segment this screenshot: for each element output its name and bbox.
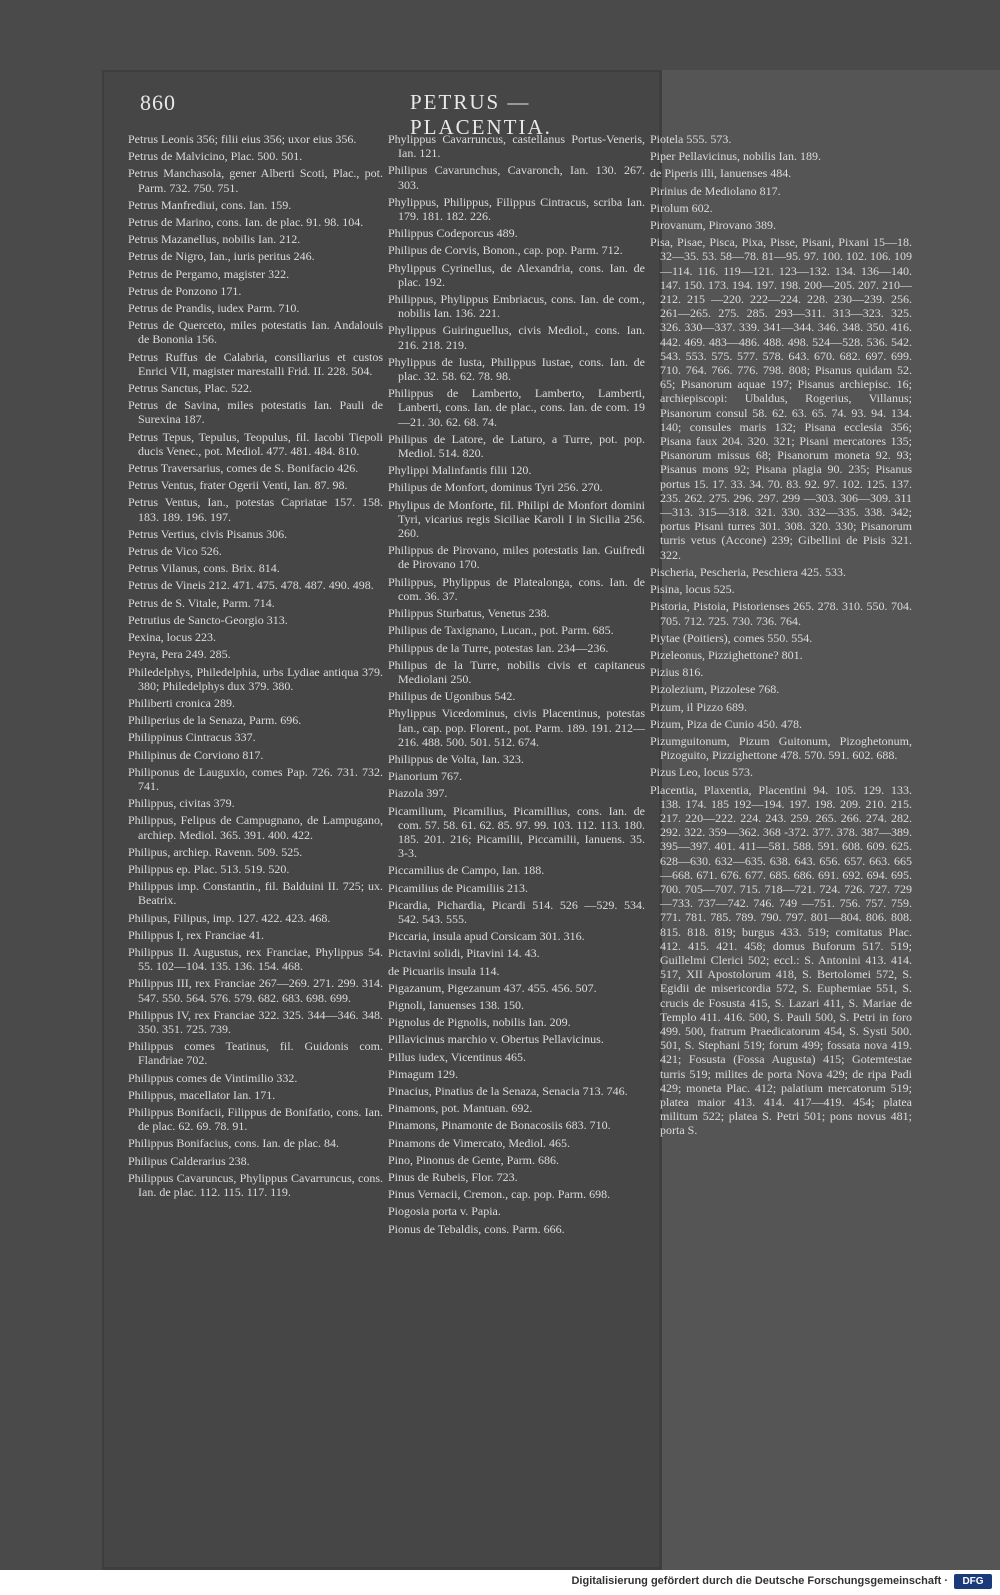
index-entry: Philipus, Filipus, imp. 127. 422. 423. 468. xyxy=(128,910,331,925)
index-entry: Petrus de Nigro, Ian., iuris peritus 246. xyxy=(128,249,315,264)
index-entry: Pirolum 602. xyxy=(650,200,713,215)
index-entry: Petrus Leonis 356; filii eius 356; uxor eius 356. xyxy=(128,132,357,146)
index-entry: Petrus de Querceto, miles potestatis Ian. Andalouis de Bononia 156. xyxy=(128,318,383,347)
footer-credit: Digitalisierung gefördert durch die Deutsche Forschungsgemeinschaft · xyxy=(571,1575,948,1587)
page-number: 860 xyxy=(140,90,176,115)
index-column-1 xyxy=(128,132,383,1202)
index-entry: Petrus de Pergamo, magister 322. xyxy=(128,266,290,281)
index-entry: Philipus de Corvis, Bonon., cap. pop. Parm. 712. xyxy=(388,243,623,258)
index-entry: Phylippus Cavarruncus, castellanus Portus-Veneris, Ian. 121. xyxy=(388,132,645,161)
index-entry: de Piperis illi, Ianuenses 484. xyxy=(650,166,792,181)
index-entry: Philippus ep. Plac. 513. 519. 520. xyxy=(128,861,290,876)
index-entry: Peyra, Pera 249. 285. xyxy=(128,647,231,662)
index-entry: Philippus, civitas 379. xyxy=(128,796,235,811)
index-entry: Petrus Manfrediui, cons. Ian. 159. xyxy=(128,197,292,212)
index-entry: Pianorium 767. xyxy=(388,769,462,784)
index-entry: Pirovanum, Pirovano 389. xyxy=(650,218,776,233)
index-entry: Phylippus, Philippus, Filippus Cintracus, scriba Ian. 179. 181. 182. 226. xyxy=(388,194,645,224)
index-entry: Philippus comes Teatinus, fil. Guidonis com. Flandriae 702. xyxy=(128,1039,383,1068)
index-entry: Philippus II. Augustus, rex Franciae, Phylippus 54. 55. 102—104. 135. 136. 154. 468. xyxy=(128,944,383,974)
index-entry: Pionus de Tebaldis, cons. Parm. 666. xyxy=(388,1221,565,1236)
index-entry: Philipus de Ugonibus 542. xyxy=(388,689,516,704)
index-entry: Philippus IV, rex Franciae 322. 325. 344—346. 348. 350. 351. 725. 739. xyxy=(128,1007,383,1036)
index-entry: Picamilius de Picamiliis 213. xyxy=(388,880,528,895)
index-entry: Petrus Manchasola, gener Alberti Scoti, Plac., pot. Parm. 732. 750. 751. xyxy=(128,166,383,195)
index-entry: Piytae (Poitiers), comes 550. 554. xyxy=(650,630,813,645)
index-entry: Philippus Bonifacius, cons. Ian. de plac. 84. xyxy=(128,1136,339,1151)
index-entry: Phylipus de Monforte, fil. Philipi de Monfort domini Tyri, vicarius regis Siciliae Karoli I in Sicilia 256. 260. xyxy=(388,497,645,541)
index-entry: Piogosia porta v. Papia. xyxy=(388,1204,501,1219)
index-entry: Philippus, Felipus de Campugnano, de Lampugano, archiep. Mediol. 365. 391. 400. 422. xyxy=(128,813,383,842)
index-entry: Pignoli, Ianuenses 138. 150. xyxy=(388,997,524,1012)
page-header xyxy=(140,90,660,139)
index-entry: Philipus Cavarunchus, Cavaronch, Ian. 130. 267. 303. xyxy=(388,163,645,192)
index-entry: Pizeleonus, Pizzighettone? 801. xyxy=(650,647,803,662)
index-entry: Philipus Calderarius 238. xyxy=(128,1153,250,1168)
index-entry: Petrus Vilanus, cons. Brix. 814. xyxy=(128,561,280,576)
index-entry: Petrus de Malvicino, Plac. 500. 501. xyxy=(128,149,303,164)
index-entry: Petrus de Ponzono 171. xyxy=(128,283,242,298)
index-column-3 xyxy=(650,132,912,1141)
index-entry: Piccamilius de Campo, Ian. 188. xyxy=(388,863,545,878)
index-entry: Philiperius de la Senaza, Parm. 696. xyxy=(128,713,302,728)
footer-bar xyxy=(0,1570,1000,1595)
index-entry: Petrutius de Sancto-Georgio 313. xyxy=(128,612,288,627)
index-entry: Petrus Ventus, frater Ogerii Venti, Ian. 87. 98. xyxy=(128,478,348,493)
index-entry: Placentia, Plaxentia, Placentini 94. 105. 129. 133. 138. 174. 185 192—194. 197. 198. 209. 210. 215. 217. 220—222. 224. 243. 259. 265. 266. 274. 282. 292. 322. 359—362. 368 -372. 377. 378. 387—389. 395—397. 401. 411—581. 588. 591. 608. 609. 625. 628—630. 632—635. 638. 643. 656. 657. 663. 665—668. 671. 676. 677. 685. 686. 691. 692. 694. 695. 700. 705—707. 715. 718—721. 724. 726. 727. 729—733. 737—742. 746. 749 —751. 756. 757. 759. 771. 781. 785. 789. 790. 797. 801—804. 806. 808. 815. 818. 819; burgus 433. 519; comitatus Plac. 412. 415. 421. 458; domus Buforum 517. 519; Guillelmi Clerici 502; eccl.: S. Antonini 413. 414. 517, XII Apostolorum 418, S. Bertolomei 572, S. Egidii de misericordia 572, S. Euphemiae 551, S. crucis de Fosusta 415, S. Lazari 411, S. Mariae de Templo 411. 416. 500, S. Pauli 500, S. Petri in foro 499. 500, fratrum Praedicatorum 454, S. Systi 500. 501, S. Stephani 519; forum 499; fossata nova 419. 421; Fosusta (Fossa Augusta) 415; Gotemtestae turris 519; milites de porta Nova 429; de ripa Padi 429; moneta Plac. 412; palatium mercatorum 519; platea maior 413. 414. 417—419. 454; platea militum 522; platea S. Petri 501; pons novus 481; porta S. xyxy=(650,782,912,1138)
index-entry: Pisina, locus 525. xyxy=(650,582,735,597)
index-entry: Pinamons, pot. Mantuan. 692. xyxy=(388,1101,533,1116)
index-entry: Philippus de Volta, Ian. 323. xyxy=(388,751,524,766)
index-entry: Picamilium, Picamilius, Picamillius, cons. Ian. de com. 57. 58. 61. 62. 85. 97. 99. 103. 112. 113. 180. 185. 201. 216; Picamilii, Piccamilii, Ianuens. 35. 3-3. xyxy=(388,803,645,861)
index-entry: Philippus, Phylippus de Platealonga, cons. Ian. de com. 36. 37. xyxy=(388,574,645,603)
index-entry: Pizolezium, Pizzolese 768. xyxy=(650,682,780,697)
index-entry: Petrus de Marino, cons. Ian. de plac. 91. 98. 104. xyxy=(128,215,364,230)
index-entry: Philippus Codeporcus 489. xyxy=(388,226,518,241)
running-head: PETRUS — PLACENTIA. xyxy=(410,90,552,139)
index-entry: Philippus de Lamberto, Lamberto, Lamberti, Lanberti, cons. Ian. de plac., cons. Ian. de com. 19—21. 30. 62. 68. 74. xyxy=(388,386,645,429)
index-entry: Petrus Sanctus, Plac. 522. xyxy=(128,381,252,396)
index-entry: Petrus Mazanellus, nobilis Ian. 212. xyxy=(128,232,301,247)
index-entry: Pizum, Piza de Cunio 450. 478. xyxy=(650,716,802,731)
index-entry: Philedelphys, Philedelphia, urbs Lydiae antiqua 379. 380; Philedelphys dux 379. 380. xyxy=(128,664,383,693)
index-entry: Petrus Tepus, Tepulus, Teopulus, fil. Iacobi Tiepoli ducis Venec., pot. Mediol. 477. 481. 484. 810. xyxy=(128,429,383,458)
index-entry: Philippus Sturbatus, Venetus 238. xyxy=(388,606,550,621)
index-entry: Philippus, Phylippus Embriacus, cons. Ian. de com., nobilis Ian. 136. 221. xyxy=(388,292,645,321)
index-entry: Petrus Ventus, Ian., potestas Capriatae 157. 158. 183. 189. 196. 197. xyxy=(128,495,383,524)
index-entry: Philippus I, rex Franciae 41. xyxy=(128,927,264,942)
index-entry: Philiberti cronica 289. xyxy=(128,695,235,710)
index-entry: Pictavini solidi, Pitavini 14. 43. xyxy=(388,946,540,961)
index-entry: Philippus, macellator Ian. 171. xyxy=(128,1087,276,1102)
index-entry: de Picuariis insula 114. xyxy=(388,963,500,978)
index-entry: Phylippus Cyrinellus, de Alexandria, cons. Ian. de plac. 192. xyxy=(388,260,645,289)
index-entry: Pinamons, Pinamonte de Bonacosiis 683. 710. xyxy=(388,1118,611,1133)
index-entry: Phylippi Malinfantis filii 120. xyxy=(388,463,532,478)
index-entry: Philipus de Taxignano, Lucan., pot. Parm. 685. xyxy=(388,623,614,638)
index-entry: Piotela 555. 573. xyxy=(650,132,732,146)
index-entry: Pizumguitonum, Pizum Guitonum, Pizoghetonum, Pizoguito, Pizzighettone 478. 570. 591. 602. 688. xyxy=(650,733,912,763)
index-entry: Pisa, Pisae, Pisca, Pixa, Pisse, Pisani, Pixani 15—18. 32—35. 53. 58—78. 81—95. 97. 100. 102. 106. 109—114. 116. 119—121. 123—132. 134. 136—140. 147. 150. 173. 194. 197. 198. 200—205. 207. 210—212. 215 —220. 222—224. 228. 230—239. 256. 261—265. 275. 285. 293—311. 313—323. 325. 326. 330—337. 339. 341—344. 346. 348. 350. 416. 442. 469. 483—486. 488. 498. 524—528. 536. 542. 543. 553. 575. 577. 578. 643. 670. 682. 697. 699. 710. 764. 766. 776. 798. 808; Pisanus quidam 52. 65; Pisanorum aquae 197; Pisanus archiepisc. 16; archiepiscopi: Ubaldus, Rogerius, Villanus; Pisanorum consul 58. 62. 63. 65. 74. 93. 94. 134. 140; consules maris 132; Pisana ecclesia 356; Pisana faux 204. 320. 321; Pisani mercatores 135; Pisanorum missus 68; Pisanorum moneta 92. 93; Pisanus mons 92; Pisana plagia 90. 235; Pisanus portus 15. 17. 33. 34. 70. 83. 92. 97. 102. 125. 137. 235. 262. 275. 296. 297. 299 —303. 306—309. 311—313. 315—318. 321. 330. 332—335. 338. 342; portus Pisani turres 301. 308. 320. 330; Pisanorum turris vetus (Accone) 239; Gibellini de Pisis 321. 322. xyxy=(650,235,912,562)
index-entry: Pinus de Rubeis, Flor. 723. xyxy=(388,1170,518,1184)
index-entry: Pillus iudex, Vicentinus 465. xyxy=(388,1049,527,1064)
index-entry: Pizum, il Pizzo 689. xyxy=(650,699,747,714)
index-entry: Petrus de Vineis 212. 471. 475. 478. 487. 490. 498. xyxy=(128,578,374,593)
index-entry: Philippus Bonifacii, Filippus de Bonifatio, cons. Ian. de plac. 62. 69. 78. 91. xyxy=(128,1104,383,1134)
index-entry: Pirinius de Mediolano 817. xyxy=(650,183,781,198)
index-entry: Piazola 397. xyxy=(388,786,448,801)
index-entry: Pexina, locus 223. xyxy=(128,630,216,645)
index-entry: Philippus III, rex Franciae 267—269. 271. 299. 314. 547. 550. 564. 576. 579. 682. 683. 698. 699. xyxy=(128,976,383,1005)
index-entry: Pistoria, Pistoia, Pistorienses 265. 278. 310. 550. 704. 705. 712. 725. 730. 736. 764. xyxy=(650,599,912,628)
index-entry: Philipus, archiep. Ravenn. 509. 525. xyxy=(128,844,303,859)
index-entry: Pischeria, Pescheria, Peschiera 425. 533. xyxy=(650,564,846,579)
index-entry: Picardia, Pichardia, Picardi 514. 526 —529. 534. 542. 543. 555. xyxy=(388,897,645,926)
dfg-logo: DFG xyxy=(954,1574,992,1589)
index-entry: Pignolus de Pignolis, nobilis Ian. 209. xyxy=(388,1015,571,1030)
index-entry: Pizus Leo, locus 573. xyxy=(650,765,753,780)
index-entry: Philipinus de Corviono 817. xyxy=(128,747,264,762)
index-entry: Petrus de Prandis, iudex Parm. 710. xyxy=(128,301,300,316)
index-entry: Petrus de S. Vitale, Parm. 714. xyxy=(128,595,275,610)
index-entry: Petrus de Savina, miles potestatis Ian. Pauli de Surexina 187. xyxy=(128,398,383,427)
index-entry: Pimagum 129. xyxy=(388,1066,459,1081)
index-entry: Philippus de la Turre, potestas Ian. 234—236. xyxy=(388,640,609,655)
index-entry: Piccaria, insula apud Corsicam 301. 316. xyxy=(388,929,585,944)
index-entry: Pillavicinus marchio v. Obertus Pellavicinus. xyxy=(388,1032,604,1047)
index-entry: Petrus Ruffus de Calabria, consiliarius et custos Enrici VII, magister marestalli Frid. II. 228. 504. xyxy=(128,349,383,378)
index-entry: Pigazanum, Pigezanum 437. 455. 456. 507. xyxy=(388,980,597,995)
index-entry: Philipus de la Turre, nobilis civis et capitaneus Mediolani 250. xyxy=(388,657,645,686)
index-entry: Philiponus de Lauguxio, comes Pap. 726. 731. 732. 741. xyxy=(128,764,383,793)
index-entry: Pizius 816. xyxy=(650,665,704,680)
index-entry: Phylippus Vicedominus, civis Placentinus, potestas Ian., cap. pop. Florent., pot. Parm. 189. 191. 212—216. 488. 500. 501. 512. 674. xyxy=(388,706,645,749)
index-entry: Petrus Traversarius, comes de S. Bonifacio 426. xyxy=(128,461,359,476)
index-entry: Phylippus de Iusta, Philippus Iustae, cons. Ian. de plac. 32. 58. 62. 78. 98. xyxy=(388,354,645,384)
index-entry: Philippinus Cintracus 337. xyxy=(128,730,256,745)
index-entry: Petrus de Vico 526. xyxy=(128,544,222,559)
index-entry: Pinacius, Pinatius de la Senaza, Senacia 713. 746. xyxy=(388,1083,628,1098)
index-entry: Pinamons de Vimercato, Mediol. 465. xyxy=(388,1135,571,1150)
index-entry: Philippus Cavaruncus, Phylippus Cavarruncus, cons. Ian. de plac. 112. 115. 117. 119. xyxy=(128,1170,383,1199)
index-entry: Petrus Vertius, civis Pisanus 306. xyxy=(128,526,288,541)
index-entry: Piper Pellavicinus, nobilis Ian. 189. xyxy=(650,149,821,164)
index-column-2 xyxy=(388,132,645,1239)
index-entry: Philippus de Pirovano, miles potestatis Ian. Guifredi de Pirovano 170. xyxy=(388,543,645,572)
index-entry: Pino, Pinonus de Gente, Parm. 686. xyxy=(388,1152,559,1167)
index-entry: Philipus de Latore, de Laturo, a Turre, pot. pop. Mediol. 514. 820. xyxy=(388,431,645,461)
index-entry: Phylippus Guiringuellus, civis Mediol., cons. Ian. 216. 218. 219. xyxy=(388,323,645,352)
index-entry: Philipus de Monfort, dominus Tyri 256. 270. xyxy=(388,480,603,495)
index-entry: Philippus imp. Constantin., fil. Balduini II. 725; ux. Beatrix. xyxy=(128,879,383,908)
index-entry: Pinus Vernacii, Cremon., cap. pop. Parm. 698. xyxy=(388,1187,611,1202)
index-entry: Philippus comes de Vintimilio 332. xyxy=(128,1070,298,1085)
